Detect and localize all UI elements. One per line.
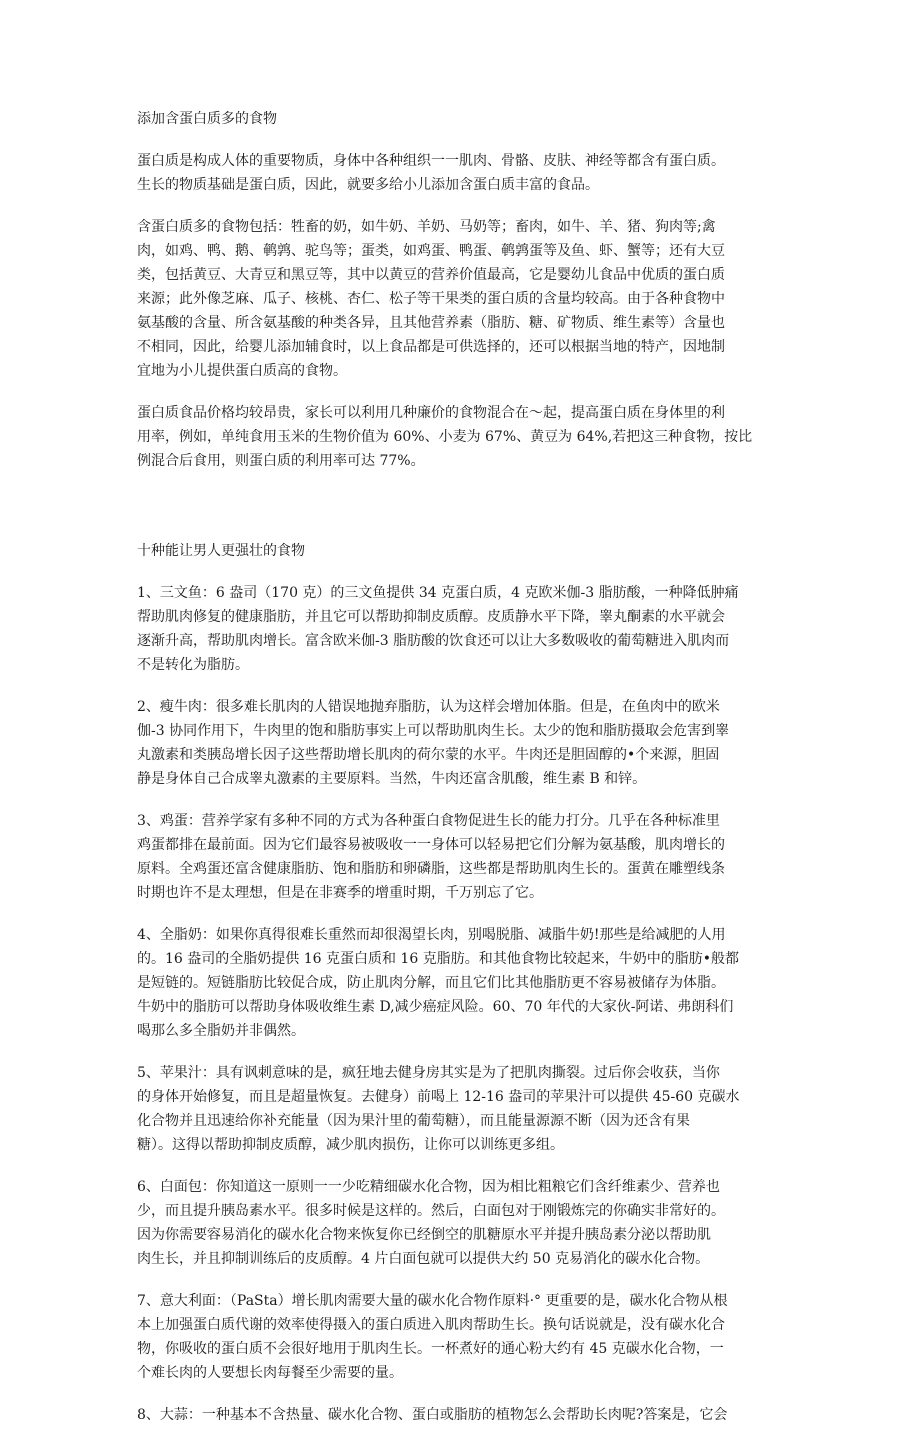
text-line: 少，而且提升胰岛素水平。很多时候是这样的。然后，白面包对于刚锻炼完的你确实非常好的。 [137,1203,725,1219]
text-line: 肉生长，并且抑制训练后的皮质醇。4 片白面包就可以提供大约 50 克易消化的碳水化合物。 [137,1251,710,1267]
text-line: 因为你需要容易消化的碳水化合物来恢复你已经倒空的肌糖原水平并提升胰岛素分泌以帮助肌 [137,1227,711,1243]
section-2-paragraphs [137,581,797,1427]
text-line: 肉，如鸡、鸭、鹅、鹌鹑、驼鸟等；蛋类，如鸡蛋、鸭蛋、鹌鹑蛋等及鱼、虾、蟹等；还有大豆 [137,243,725,259]
text-line: 3、鸡蛋：营养学家有多种不同的方式为各种蛋白食物促进生长的能力打分。几乎在各种标准里 [137,813,720,829]
text-line: 原料。全鸡蛋还富含健康脂肪、饱和脂肪和卵磷脂，这些都是帮助肌肉生长的。蛋黄在雕塑线条 [137,861,725,877]
text-line: 帮助肌肉修复的健康脂肪，并且它可以帮助抑制皮质醇。皮质静水平下降，睾丸酮素的水平就会 [137,609,725,625]
text-line: 用率，例如，单纯食用玉米的生物价值为 60%、小麦为 67%、黄豆为 64%,若把这三种食物，按比 [137,429,753,445]
text-line: 喝那么多全脂奶并非偶然。 [137,1023,305,1039]
text-line: 逐渐升高，帮助肌肉增长。富含欧米伽-3 脂肪酸的饮食还可以让大多数吸收的葡萄糖进入肌肉而 [137,633,730,649]
paragraph [137,149,797,197]
text-line: 蛋白质是构成人体的重要物质，身体中各种组织一一肌肉、骨骼、皮肤、神经等都含有蛋白质。 [137,153,725,169]
paragraph [137,1289,797,1385]
paragraph [137,581,797,677]
paragraph [137,215,797,383]
text-line: 8、大蒜：一种基本不含热量、碳水化合物、蛋白或脂肪的植物怎么会帮助长肉呢?答案是，它会 [137,1407,728,1423]
paragraph [137,1061,797,1157]
text-line: 鸡蛋都排在最前面。因为它们最容易被吸收一一身体可以轻易把它们分解为氨基酸，肌肉增长的 [137,837,725,853]
text-line: 伽-3 协同作用下，牛肉里的饱和脂肪事实上可以帮助肌肉生长。太少的饱和脂肪摄取会危害到睾 [137,723,730,739]
paragraph [137,1403,797,1427]
text-line: 丸激素和类胰岛增长因子这些帮助增长肌肉的荷尔蒙的水平。牛肉还是胆固醇的•个来源，胆固 [137,747,720,763]
text-line: 静是身体自己合成睾丸激素的主要原料。当然，牛肉还富含肌酸，维生素 B 和锌。 [137,771,647,787]
text-line: 个难长肉的人要想长肉每餐至少需要的量。 [137,1365,403,1381]
text-line: 是短链的。短链脂肪比较促合成，防止肌肉分解，而且它们比其他脂肪更不容易被储存为体脂。 [137,975,725,991]
paragraph [137,695,797,791]
text-line: 例混合后食用，则蛋白质的利用率可达 77%。 [137,453,425,469]
text-line: 2、瘦牛肉：很多难长肌肉的人错误地抛弃脂肪，认为这样会增加体脂。但是，在鱼肉中的欧米 [137,699,720,715]
text-line: 化合物并且迅速给你补充能量（因为果汁里的葡萄糖），而且能量源源不断（因为还含有果 [137,1113,690,1129]
section-title: 添加含蛋白质多的食物 [137,111,277,127]
text-line: 来源；此外像芝麻、瓜子、核桃、杏仁、松子等干果类的蛋白质的含量均较高。由于各种食物中 [137,291,725,307]
text-line: 不是转化为脂肪。 [137,657,249,673]
text-line: 不相同，因此，给婴儿添加辅食时，以上食品都是可供选择的，还可以根据当地的特产，因地制 [137,339,725,355]
text-line: 6、白面包：你知道这一原则一一少吃精细碳水化合物，因为相比粗粮它们含纤维素少、营养也 [137,1179,720,1195]
text-line: 的身体开始修复，而且是超量恢复。去健身）前喝上 12-16 盎司的苹果汁可以提供 45-60 克碳水 [137,1089,740,1105]
text-line: 本上加强蛋白质代谢的效率使得摄入的蛋白质进入肌肉帮助生长。换句话说就是，没有碳水化合 [137,1317,725,1333]
paragraph [137,401,797,473]
text-line: 牛奶中的脂肪可以帮助身体吸收维生素 D,减少癌症风险。60、70 年代的大家伙-阿诺、弗朗科们 [137,999,734,1015]
section-1-paragraphs [137,149,797,473]
text-line: 7、意大利面：（PaSta）增长肌肉需要大量的碳水化合物作原料·° 更重要的是，碳水化合物从根 [137,1293,728,1309]
text-line: 1、三文鱼：6 盎司（170 克）的三文鱼提供 34 克蛋白质，4 克欧米伽-3 脂肪酸，一种降低肿痛 [137,585,739,601]
section-spacer [137,491,797,539]
text-line: 时期也许不是太理想，但是在非赛季的增重时期，千万别忘了它。 [137,885,543,901]
text-line: 5、苹果汁：具有讽刺意味的是，疯狂地去健身房其实是为了把肌肉撕裂。过后你会收获，当你 [137,1065,720,1081]
text-line: 生长的物质基础是蛋白质，因此，就要多给小儿添加含蛋白质丰富的食品。 [137,177,599,193]
text-line: 4、全脂奶：如果你真得很难长重然而却很渴望长肉，别喝脱脂、减脂牛奶!那些是给减肥的人用 [137,927,726,943]
text-line: 糖）。这得以帮助抑制皮质醇，减少肌肉损伤，让你可以训练更多组。 [137,1137,564,1153]
text-line: 氨基酸的含量、所含氨基酸的种类各异，且其他营养素（脂肪、糖、矿物质、维生素等）含量也 [137,315,725,331]
text-line: 含蛋白质多的食物包括：牲畜的奶，如牛奶、羊奶、马奶等；畜肉，如牛、羊、猪、狗肉等;禽 [137,219,716,235]
text-line: 物，你吸收的蛋白质不会很好地用于肌肉生长。一杯煮好的通心粉大约有 45 克碳水化合物，一 [137,1341,724,1357]
text-line: 蛋白质食品价格均较昂贵，家长可以利用几种廉价的食物混合在～起，提高蛋白质在身体里的利 [137,405,725,421]
text-line: 类，包括黄豆、大青豆和黑豆等，其中以黄豆的营养价值最高，它是婴幼儿食品中优质的蛋白质 [137,267,725,283]
paragraph [137,1175,797,1271]
section-title: 十种能让男人更强壮的食物 [137,543,305,559]
text-line: 的。16 盎司的全脂奶提供 16 克蛋白质和 16 克脂肪。和其他食物比较起来，牛奶中的脂肪•般都 [137,951,739,967]
paragraph [137,809,797,905]
document-body [137,107,797,1445]
paragraph [137,923,797,1043]
text-line: 宜地为小儿提供蛋白质高的食物。 [137,363,347,379]
